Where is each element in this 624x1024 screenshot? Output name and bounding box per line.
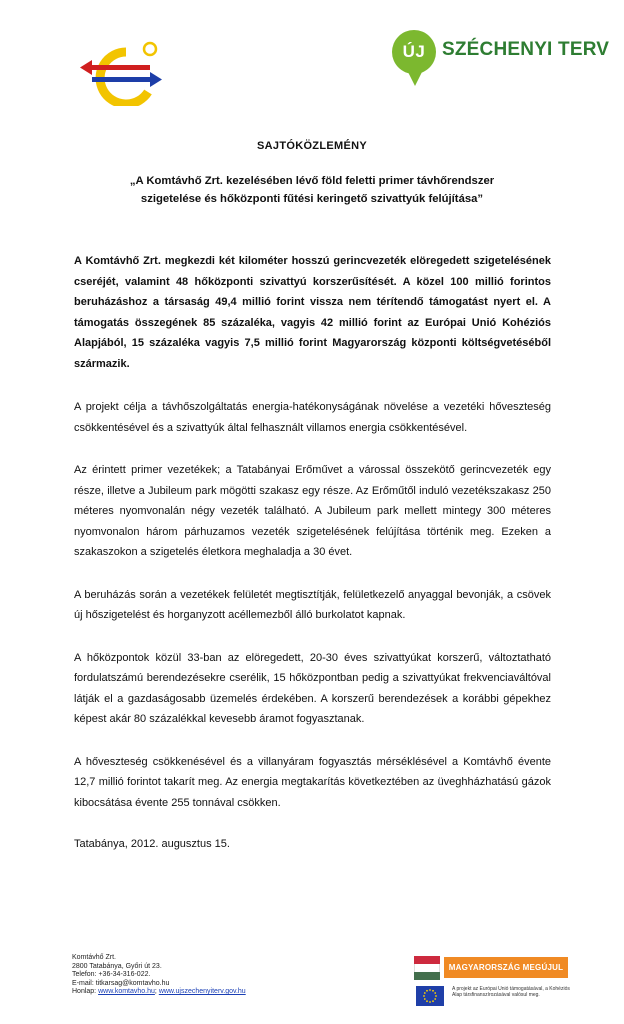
szechenyi-website-link[interactable]: www.ujszechenyiterv.gov.hu — [158, 988, 246, 996]
subtitle-line-2: szigetelése és hőközponti fűtési keringető szivattyúk felújítása” — [140, 193, 484, 205]
komtavho-website-link[interactable]: www.komtavho.hu — [98, 988, 155, 996]
magyarorszag-megujul-banner: MAGYARORSZÁG MEGÚJUL — [444, 957, 568, 978]
paragraph-goal: A projekt célja a távhőszolgáltatás energia-hatékonyságának növelése a vezetéki hőveszteség csökkentésével és a szivattyúk által felhasznált villamos energia csökkentésével. — [74, 401, 551, 434]
uj-szechenyi-terv-logo — [392, 30, 610, 92]
eu-flag-icon — [416, 986, 444, 1006]
paragraph-pipelines: Az érintett primer vezetékek; a Tatabányai Erőművet a várossal összekötő gerincvezeték egy része, illetve a Jubileum park mögötti szakasz egy része. Az Erőműtől induló vezetékszakasz 250 méteres nyomvonalán négy vezeték található. A Jubileum park mellett mintegy 300 méteres nyomvonalon három párhuzamos vezeték szigetelésének felújítása történik meg. Ezeken a szakaszokon a szigetelés életkora meghaladja a 30 évet. — [74, 464, 551, 558]
szechenyi-terv-wordmark: SZÉCHENYI TERV — [442, 39, 610, 60]
eu-funding-note: A projekt az Európai Unió támogatásával, a Kohéziós Alap társfinanszírozásával valósul meg. — [452, 986, 570, 998]
badge-tail — [406, 68, 424, 86]
footer-email: E-mail: titkarsag@komtavho.hu — [72, 979, 170, 987]
uj-badge: ÚJ — [392, 30, 436, 74]
lead-paragraph: A Komtávhő Zrt. megkezdi két kilométer hosszú gerincvezeték elöregedett szigetelésének cseréjét, valamint 48 hőközponti szivattyú korszerűsítését. A közel 100 millió forintos beruházáshoz a társaság 49,4 millió forint vissza nem térítendő támogatást nyert el. A támogatás összegének 85 százaléka, vagyis 42 millió forint az Európai Unió Kohéziós Alapjából, 15 százaléka vagyis 7,5 millió forint Magyarország központi költségvetéséből származik. — [74, 255, 551, 370]
magyarorszag-megujul-badge — [414, 956, 574, 1010]
footer-address: 2800 Tatabánya, Győri út 23. — [72, 962, 162, 970]
paragraph-pumps: A hőközpontok közül 33-ban az elöregedett, 20-30 éves szivattyúkat korszerű, változtatható fordulatszámú berendezésekre cserélik, 15 hőközpontban pedig a szivattyúkat frekvenciaváltóval látják el a gazdaságosabb üzemelés érdekében. A korszerű berendezések a korábbi gépekhez képest akár 80 százalékkal kevesebb áramot fogyasztanak. — [74, 651, 551, 725]
footer-company: Komtávhő Zrt. — [72, 954, 116, 961]
document-subtitle — [90, 172, 534, 208]
komtavho-logo — [80, 40, 162, 106]
footer-web — [72, 988, 246, 997]
place-date: Tatabánya, 2012. augusztus 15. — [74, 838, 230, 850]
document-body — [74, 251, 551, 854]
footer-web-label: Honlap: — [72, 988, 97, 996]
footer-phone: Telefon: +36-34-316-022. — [72, 971, 151, 979]
hungarian-flag-icon — [414, 956, 440, 980]
paragraph-savings: A hőveszteség csökkenésével és a villanyáram fogyasztás mérséklésével a Komtávhő évente 12,7 millió forintot takarít meg. Az energia megtakarítás következtében az üveghházhatású gázok kibocsátása évente 255 tonnával csökken. — [74, 755, 551, 809]
document-title: SAJTÓKÖZLEMÉNY — [257, 140, 367, 152]
footer-web-separator: ; — [154, 988, 157, 996]
footer-contact — [72, 954, 246, 997]
paragraph-works: A beruházás során a vezetékek felületét megtisztítják, felületkezelő anyaggal bevonják, a csövek új hőszigetelést és horganyzott acéllemezből álló burkolatot kapnak. — [74, 588, 551, 621]
subtitle-line-1: „A Komtávhő Zrt. kezelésében lévő föld feletti primer távhőrendszer — [129, 175, 495, 187]
